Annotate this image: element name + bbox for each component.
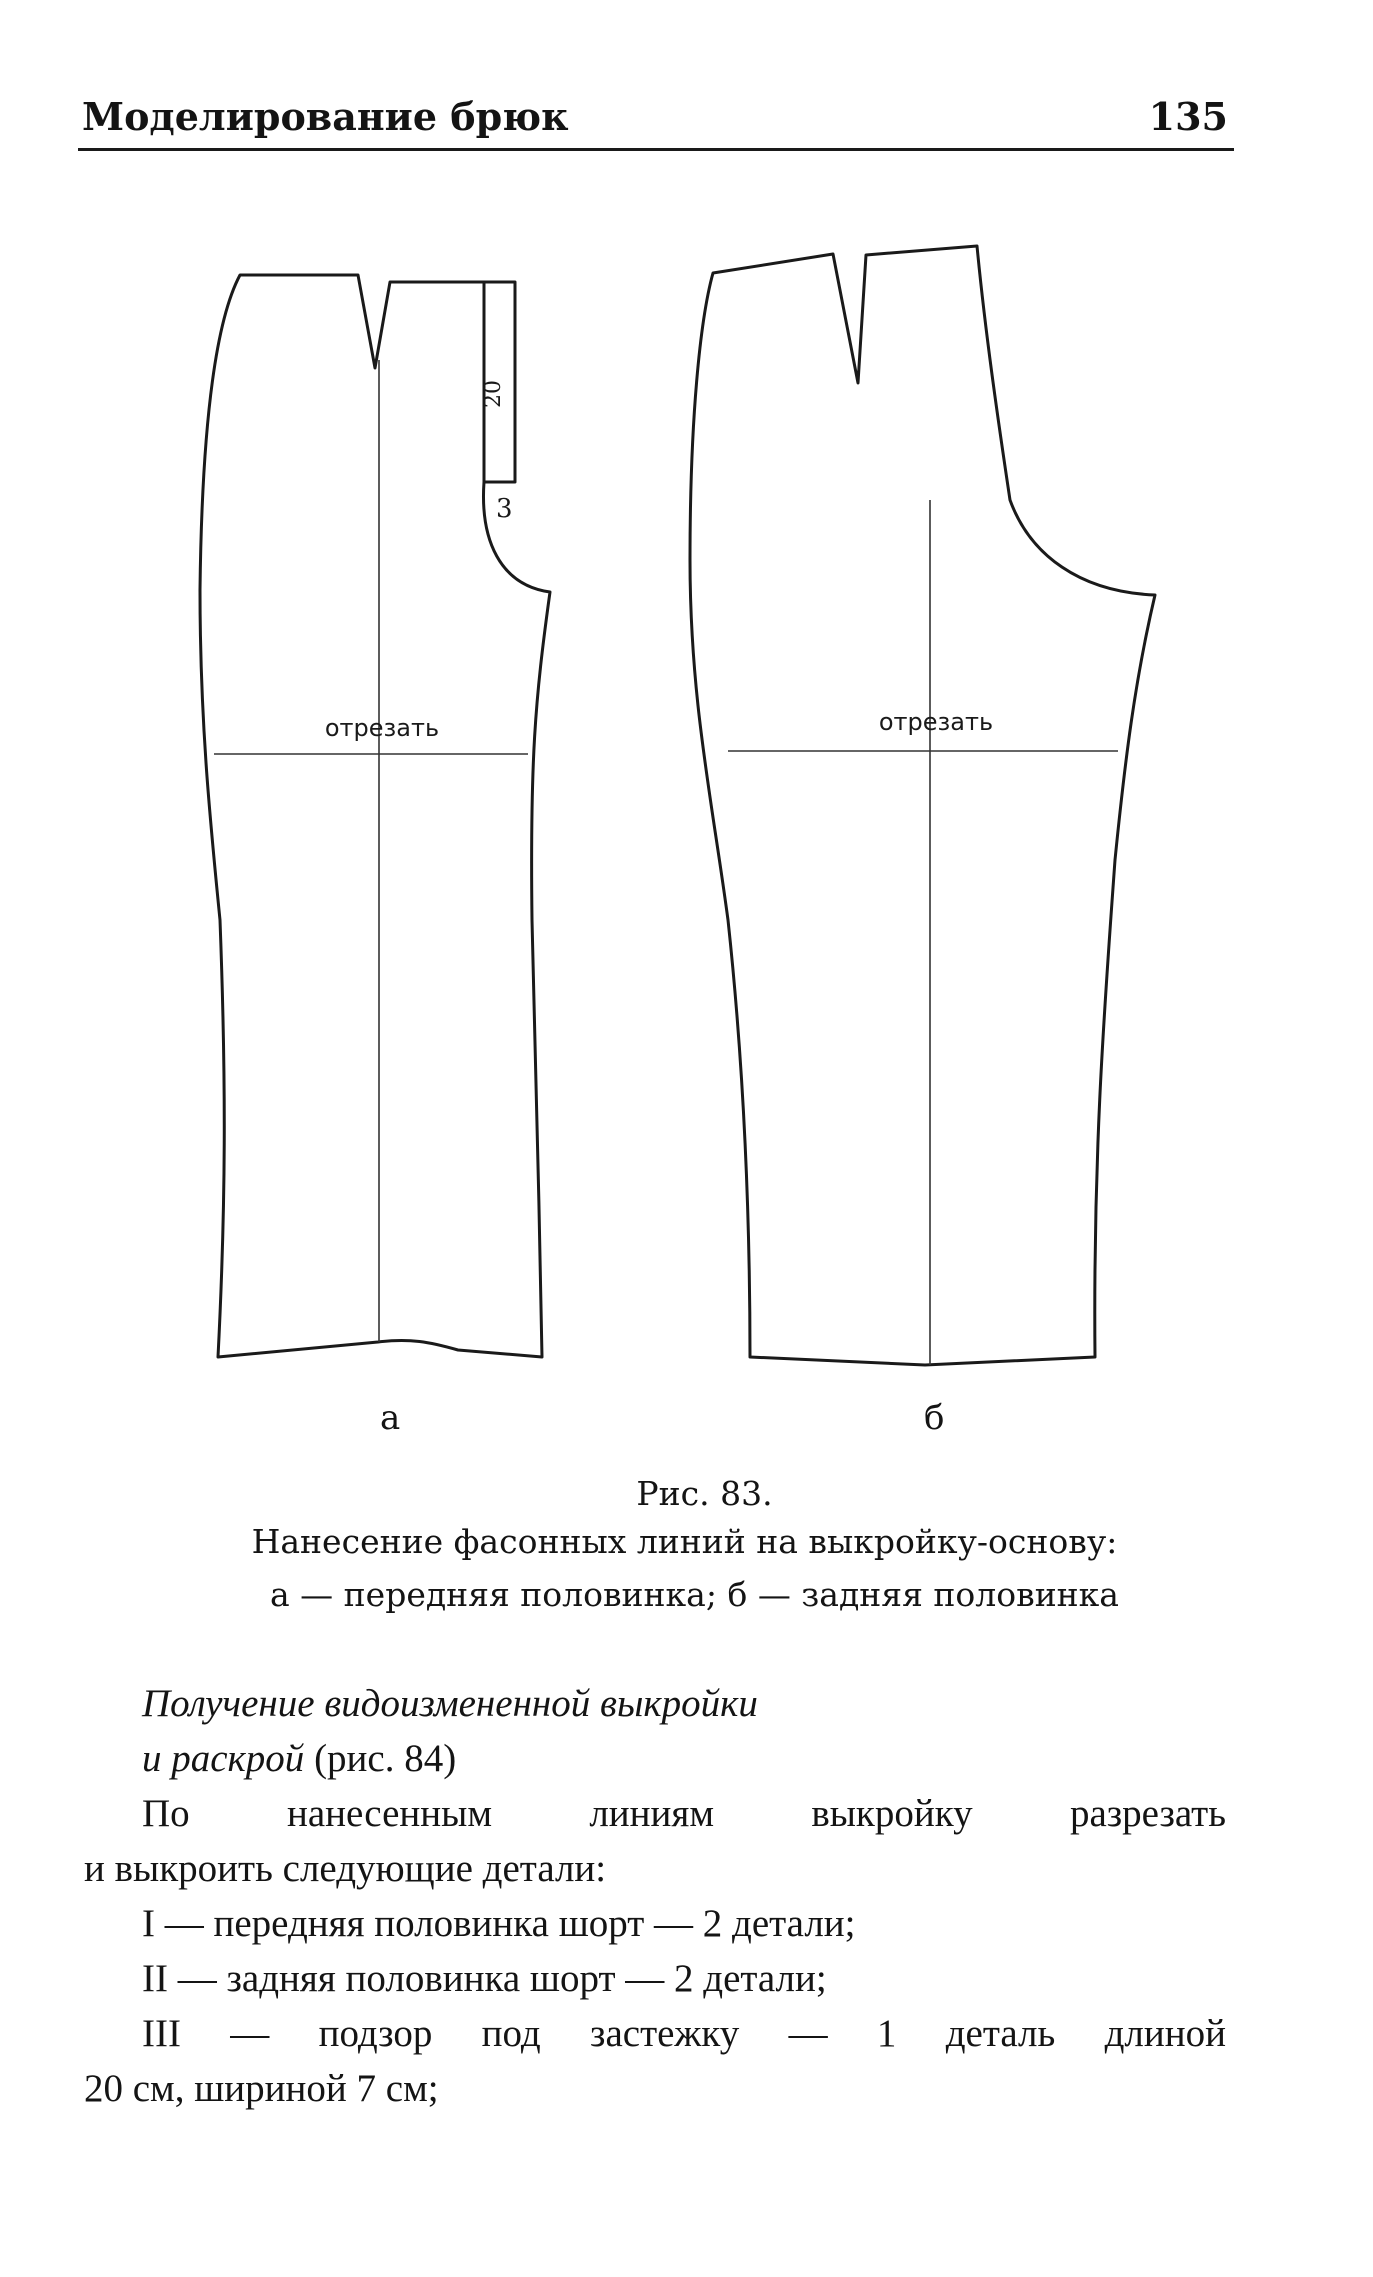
running-header-title: Моделирование брюк (82, 94, 569, 139)
section-heading-line-2 (84, 1731, 1226, 1786)
list-item-1: I — передняя половинка шорт — 2 детали; (142, 1902, 856, 1945)
section-heading-italic: и раскрой (142, 1737, 305, 1780)
list-item-2: II — задняя половинка шорт — 2 детали; (142, 1957, 827, 2000)
front-cut-label: отрезать (324, 714, 440, 742)
back-cut-label: отрезать (878, 708, 994, 736)
paragraph-1-line-2: и выкроить следующие детали: (84, 1847, 607, 1890)
section-heading-line-1: Получение видоизмененной выкройки (142, 1682, 758, 1725)
list-item-3-line-2: 20 см, шириной 7 см; (84, 2067, 439, 2110)
back-pattern-outline (690, 246, 1155, 1365)
section-heading-ref: (рис. 84) (304, 1737, 457, 1780)
page-number: 135 (1148, 94, 1228, 139)
caption-line-2: а — передняя половинка; б — задняя половинка (270, 1575, 1119, 1614)
list-item-3-line-1: III — подзор под застежку — 1 деталь длиной (142, 2012, 1226, 2055)
front-pattern-outline (200, 275, 550, 1357)
figure-number: Рис. 83. (636, 1474, 773, 1513)
caption-line-1: Нанесение фасонных линий на выкройку-основу: (251, 1522, 1118, 1561)
subfigure-label-a: а (380, 1398, 401, 1438)
front-dimension-label: 20 (481, 380, 506, 408)
section-body (84, 1676, 1226, 2116)
front-mark-label: 3 (496, 494, 513, 524)
paragraph-1-line-1: По нанесенным линиям выкройку разрезать (142, 1792, 1226, 1835)
subfigure-label-b: б (924, 1398, 945, 1438)
